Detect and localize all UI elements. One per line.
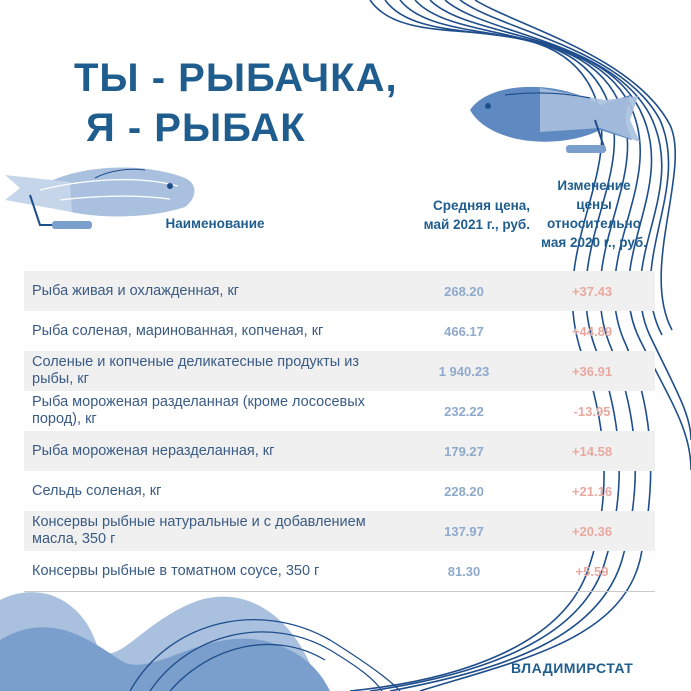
product-name: Рыба живая и охлажденная, кг	[32, 282, 240, 299]
column-header-change: Изменение цены относительно мая 2020 г., руб.	[541, 178, 647, 250]
price-change: +36.91	[571, 363, 613, 379]
product-price: 466.17	[444, 323, 484, 339]
column-header-name: Наименование	[165, 216, 265, 231]
product-price: 1 940.23	[438, 363, 490, 379]
table-bottom-divider	[24, 591, 655, 592]
title-line-2: Я - РЫБАК	[86, 106, 306, 150]
price-change: +14.58	[571, 443, 613, 459]
price-change: +44.89	[571, 323, 613, 339]
brand-logo-text: ВЛАДИМИРСТАТ	[511, 660, 634, 676]
table-row	[24, 391, 655, 431]
table-row	[24, 431, 655, 471]
price-change: +21.16	[571, 483, 613, 499]
product-price: 137.97	[444, 523, 484, 539]
table-row	[24, 311, 655, 351]
product-name: Рыба мороженая неразделанная, кг	[32, 442, 275, 459]
table-row	[24, 471, 655, 511]
price-change: +5.59	[575, 563, 609, 579]
table-row	[24, 511, 655, 551]
price-table	[24, 271, 655, 591]
price-change: +37.43	[571, 283, 613, 299]
product-name: Консервы рыбные в томатном соусе, 350 г	[32, 562, 320, 579]
product-price: 228.20	[444, 483, 484, 499]
product-price: 179.27	[444, 443, 484, 459]
product-price: 268.20	[444, 283, 484, 299]
table-row	[24, 271, 655, 311]
product-name: Рыба мороженая разделанная (кроме лососевых пород), кг	[32, 394, 365, 427]
table-row	[24, 351, 655, 391]
title-line-1: ТЫ - РЫБАЧКА,	[74, 56, 398, 100]
product-price: 232.22	[444, 403, 484, 419]
product-name: Консервы рыбные натуральные и с добавлением масла, 350 г	[32, 514, 366, 547]
product-name: Сельдь соленая, кг	[32, 482, 162, 499]
price-change: +20.36	[571, 523, 613, 539]
product-price: 81.30	[447, 563, 481, 579]
product-name: Рыба соленая, маринованная, копченая, кг	[32, 322, 324, 339]
table-row	[24, 551, 655, 591]
price-change: -13.95	[573, 403, 611, 419]
product-name: Соленые и копченые деликатесные продукты из рыбы, кг	[32, 354, 360, 387]
column-header-price: Средняя цена, май 2021 г., руб.	[423, 198, 530, 232]
